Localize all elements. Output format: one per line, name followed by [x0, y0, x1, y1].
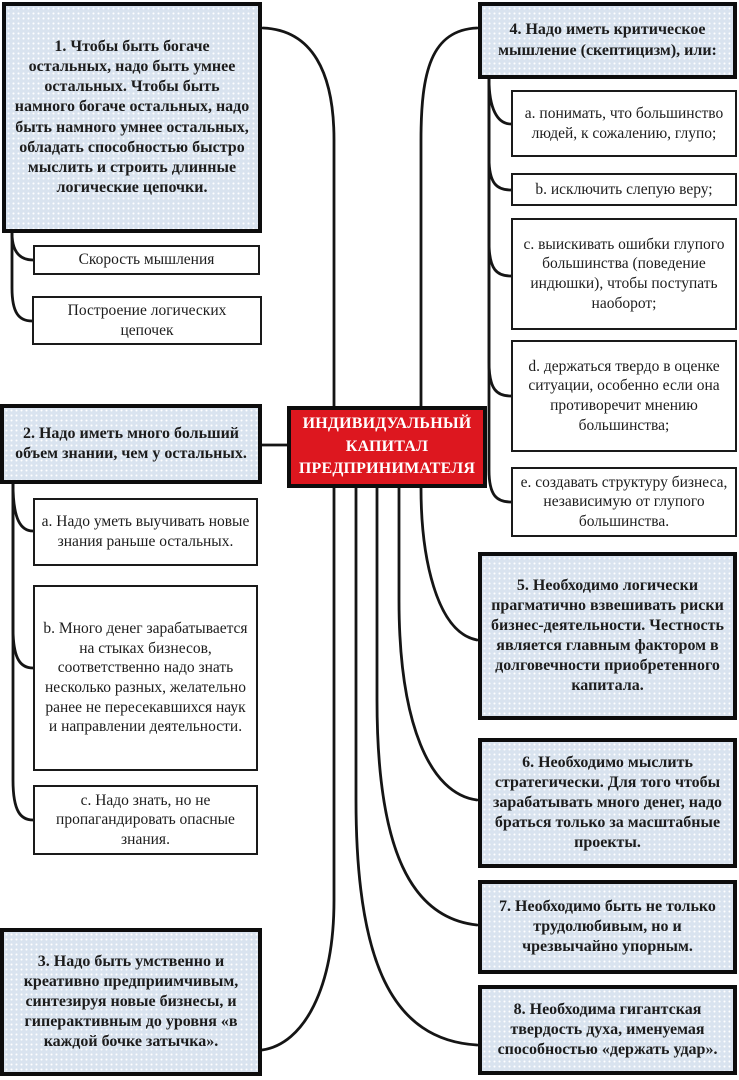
branch-2-sub-a: a. Надо уметь выучивать новые знания раньше остальных.: [33, 498, 258, 566]
branch-4-critical-thinking: 4. Надо иметь критическое мышление (скептицизм), или:: [478, 2, 737, 79]
connector-box2-sub-a: [13, 484, 33, 531]
branch-4-sub-e: e. создавать структуру бизнеса, независимую от глупого большинства.: [511, 467, 737, 537]
connector-box1-center: [263, 28, 334, 406]
branch-8-firmness: 8. Необходима гигантская твердость духа, именуемая способностью «держать удар».: [478, 985, 737, 1075]
connector-center-box8: [356, 488, 477, 1045]
connector-box4-sub-e: [489, 79, 511, 502]
branch-1-smartness: 1. Чтобы быть богаче остальных, надо быть умнее остальных. Чтобы быть намного богаче остальных, надо быть намного умнее остальных, обладать способностью быстро мыслить и строить длинные логические цепочки.: [2, 2, 262, 233]
branch-5-risk-weighing: 5. Необходимо логически прагматично взвешивать риски бизнес-деятельности. Честность является главным фактором в долговечности приобретенного капитала.: [478, 552, 737, 720]
connector-center-box6: [399, 488, 477, 800]
branch-4-sub-d: d. держаться твердо в оценке ситуации, особенно если она противоречит мнению большинства;: [511, 340, 737, 452]
branch-2-sub-c: c. Надо знать, но не пропагандировать опасные знания.: [33, 785, 258, 855]
branch-1-sub-speed-of-thinking: Скорость мышления: [33, 245, 260, 275]
connector-box4-sub-b: [489, 79, 511, 190]
branch-4-sub-c: c. выискивать ошибки глупого большинства (поведение индюшки), чтобы поступать наоборот;: [511, 218, 737, 330]
connector-center-box5: [421, 488, 477, 640]
branch-4-sub-b: b. исключить слепую веру;: [511, 173, 737, 206]
branch-4-sub-a: a. понимать, что большинство людей, к сожалению, глупо;: [511, 90, 737, 157]
connector-box1-sub1: [12, 233, 33, 260]
connector-center-box3: [262, 488, 334, 1050]
branch-3-enterprising: 3. Надо быть умственно и креативно предприимчивым, синтезируя новые бизнесы, и гиперактивным до уровня «в каждой бочке затычка».: [0, 928, 262, 1076]
branch-7-persistence: 7. Необходимо быть не только трудолюбивым, но и чрезвычайно упорным.: [478, 880, 737, 974]
center-node-individual-capital: ИНДИВИДУАЛЬНЫЙ КАПИТАЛ ПРЕДПРИНИМАТЕЛЯ: [287, 406, 487, 488]
connector-box4-sub-d: [489, 79, 511, 396]
connector-box4-center: [421, 28, 477, 406]
branch-1-sub-logic-chains: Построение логических цепочек: [32, 296, 262, 345]
branch-2-knowledge: 2. Надо иметь много больший объем знании, чем у остальных.: [0, 404, 262, 484]
branch-2-sub-b: b. Много денег зарабатывается на стыках бизнесов, соответственно надо знать несколько разных, желательно ранее не пересекавшихся наук и направлении деятельности.: [33, 585, 258, 771]
connector-box4-sub-a: [489, 79, 511, 124]
branch-6-strategic-thinking: 6. Необходимо мыслить стратегически. Для того чтобы зарабатывать много денег, надо браться только за масштабные проекты.: [478, 738, 737, 868]
